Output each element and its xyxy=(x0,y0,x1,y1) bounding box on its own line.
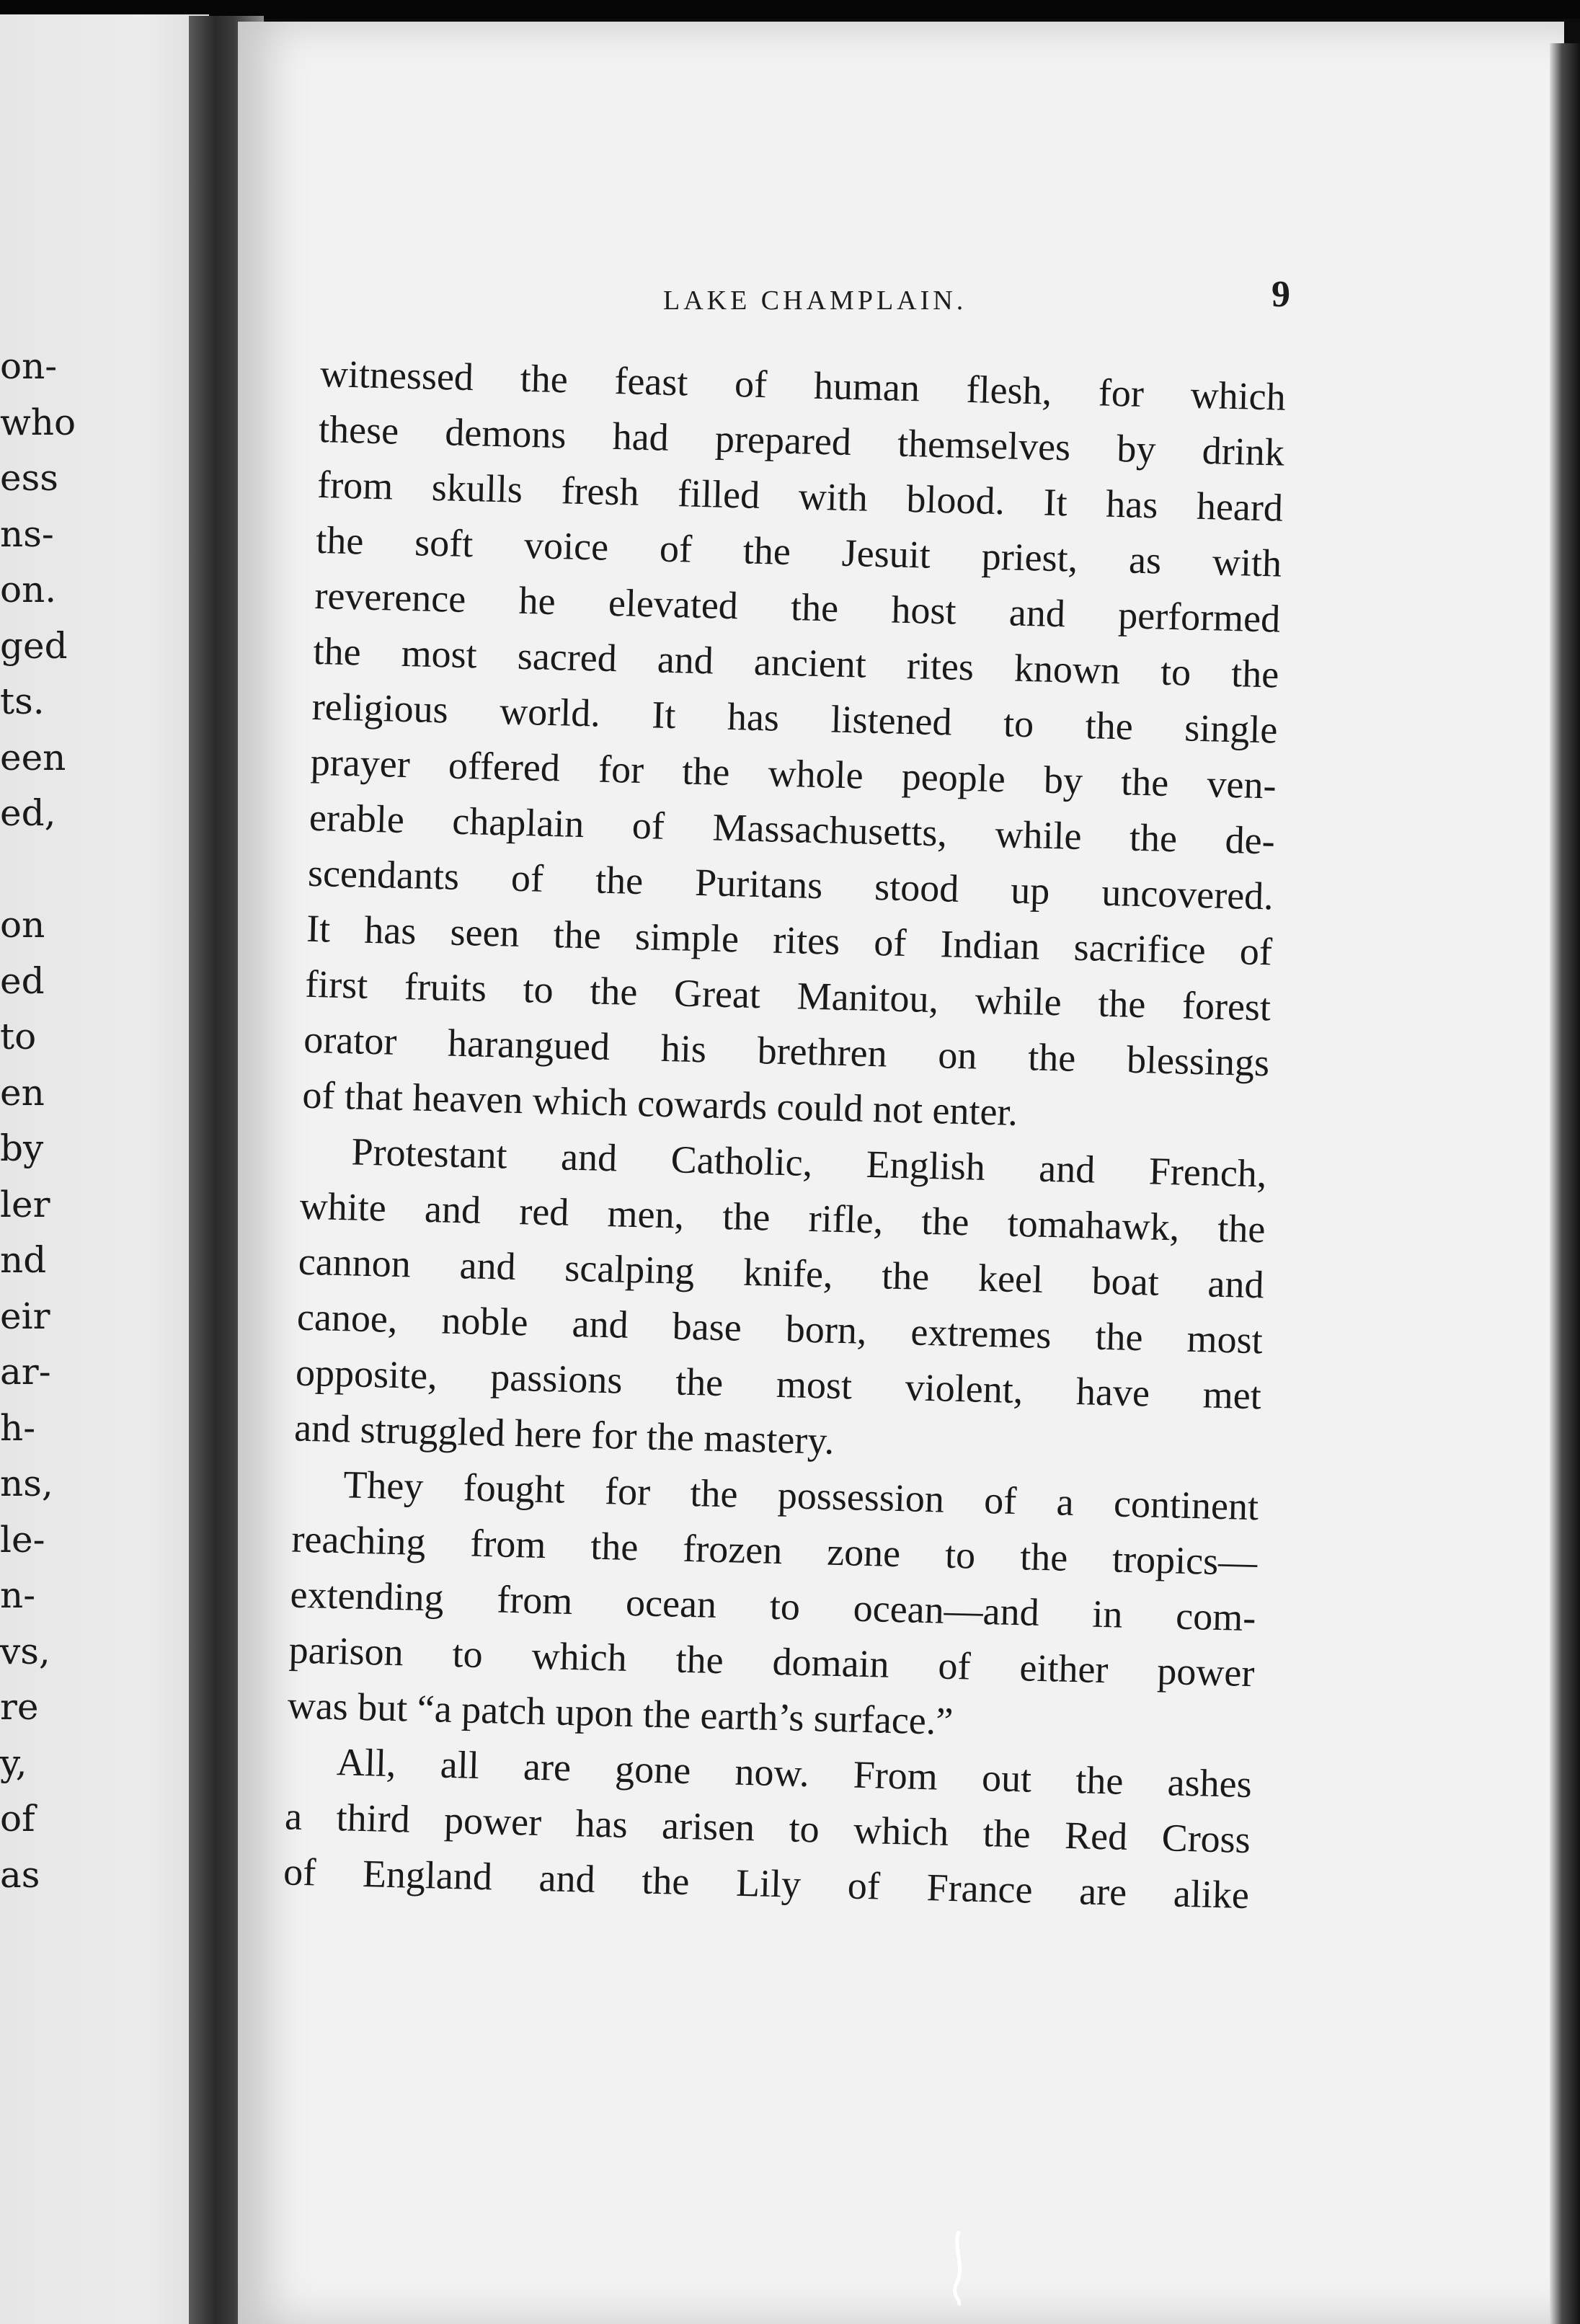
text-line: from skulls fresh filled with blood. It has heard xyxy=(316,462,1284,530)
left-fragment: le- xyxy=(0,1518,45,1561)
left-fragment: n- xyxy=(0,1574,36,1616)
left-fragment: ns, xyxy=(0,1463,53,1504)
text-line: first fruits to the Great Manitou, while the forest xyxy=(304,962,1271,1029)
left-fragment: nd xyxy=(0,1239,47,1281)
text-line: It has seen the simple rites of Indian sacrifice of xyxy=(306,906,1273,974)
left-fragment: een xyxy=(0,736,66,779)
text-line: orator harangued his brethren on the blessings xyxy=(303,1017,1270,1085)
text-line: They fought for the possession of a continent xyxy=(342,1463,1259,1529)
text-line: religious world. It has listened to the single xyxy=(311,684,1279,752)
text-line: scendants of the Puritans stood up uncovered. xyxy=(307,851,1274,918)
text-line: opposite, passions the most violent, have met xyxy=(295,1350,1262,1418)
left-fragment: vs, xyxy=(0,1630,50,1672)
left-fragment: on xyxy=(0,904,45,946)
text-line: erable chaplain of Massachusetts, while the de- xyxy=(309,795,1276,863)
left-fragment: ess xyxy=(0,457,58,499)
scan-specks xyxy=(937,2227,980,2307)
text-line: prayer offered for the whole people by the ven- xyxy=(310,740,1277,807)
left-fragment: h- xyxy=(0,1406,36,1449)
text-line: the soft voice of the Jesuit priest, as with xyxy=(315,518,1282,585)
page-number: 9 xyxy=(1271,274,1290,315)
running-head: LAKE CHAMPLAIN. xyxy=(663,285,967,316)
left-fragment: ns- xyxy=(0,513,54,555)
text-line: of that heaven which cowards could not enter. xyxy=(301,1073,1018,1134)
left-fragment: y, xyxy=(0,1742,27,1784)
left-fragment: ged xyxy=(0,624,68,667)
left-fragment xyxy=(0,842,86,898)
text-line: the most sacred and ancient rites known to the xyxy=(312,629,1279,696)
text-line: of England and the Lily of France are alike xyxy=(283,1850,1250,1917)
left-fragment: ar- xyxy=(0,1351,51,1393)
text-line: reverence he elevated the host and performed xyxy=(314,573,1281,641)
left-fragment: on. xyxy=(0,569,57,611)
page-header xyxy=(591,274,1290,342)
body-text xyxy=(283,346,1286,1923)
left-fragment: re xyxy=(0,1686,39,1728)
text-line: a third power has arisen to which the Red Cross xyxy=(284,1794,1251,1862)
text-line: reaching from the frozen zone to the tropics— xyxy=(290,1517,1258,1584)
left-fragment: to xyxy=(0,1016,37,1057)
text-line: these demons had prepared themselves by drink xyxy=(318,407,1285,474)
text-line: Protestant and Catholic, English and French, xyxy=(350,1130,1268,1196)
text-line: All, all are gone now. From out the ashes xyxy=(336,1740,1253,1806)
left-fragment: by xyxy=(0,1127,44,1169)
text-line: extending from ocean to ocean—and in com- xyxy=(289,1572,1257,1640)
text-line: was but “a patch upon the earth’s surface.” xyxy=(287,1683,954,1743)
page-edge-shadow xyxy=(1550,43,1580,2324)
text-line: and struggled here for the mastery. xyxy=(293,1406,835,1463)
text-line: white and red men, the rifle, the tomahawk, the xyxy=(299,1184,1266,1251)
left-fragment: ler xyxy=(0,1183,50,1225)
text-line: parison to which the domain of either power xyxy=(288,1628,1256,1695)
text-line: canoe, noble and base born, extremes the most xyxy=(296,1295,1264,1362)
left-fragment: on- xyxy=(0,345,58,387)
text-line: witnessed the feast of human flesh, for which xyxy=(319,351,1287,419)
left-fragment: ts. xyxy=(0,680,45,722)
left-fragment: en xyxy=(0,1071,45,1114)
left-page-text-fragments xyxy=(0,339,86,1903)
left-fragment: as xyxy=(0,1853,40,1896)
left-fragment: of xyxy=(0,1798,35,1840)
left-fragment: ed xyxy=(0,959,45,1002)
left-fragment: ed, xyxy=(0,792,56,834)
text-line: cannon and scalping knife, the keel boat and xyxy=(298,1239,1265,1307)
left-fragment: eir xyxy=(0,1295,50,1337)
left-fragment: who xyxy=(0,401,76,443)
